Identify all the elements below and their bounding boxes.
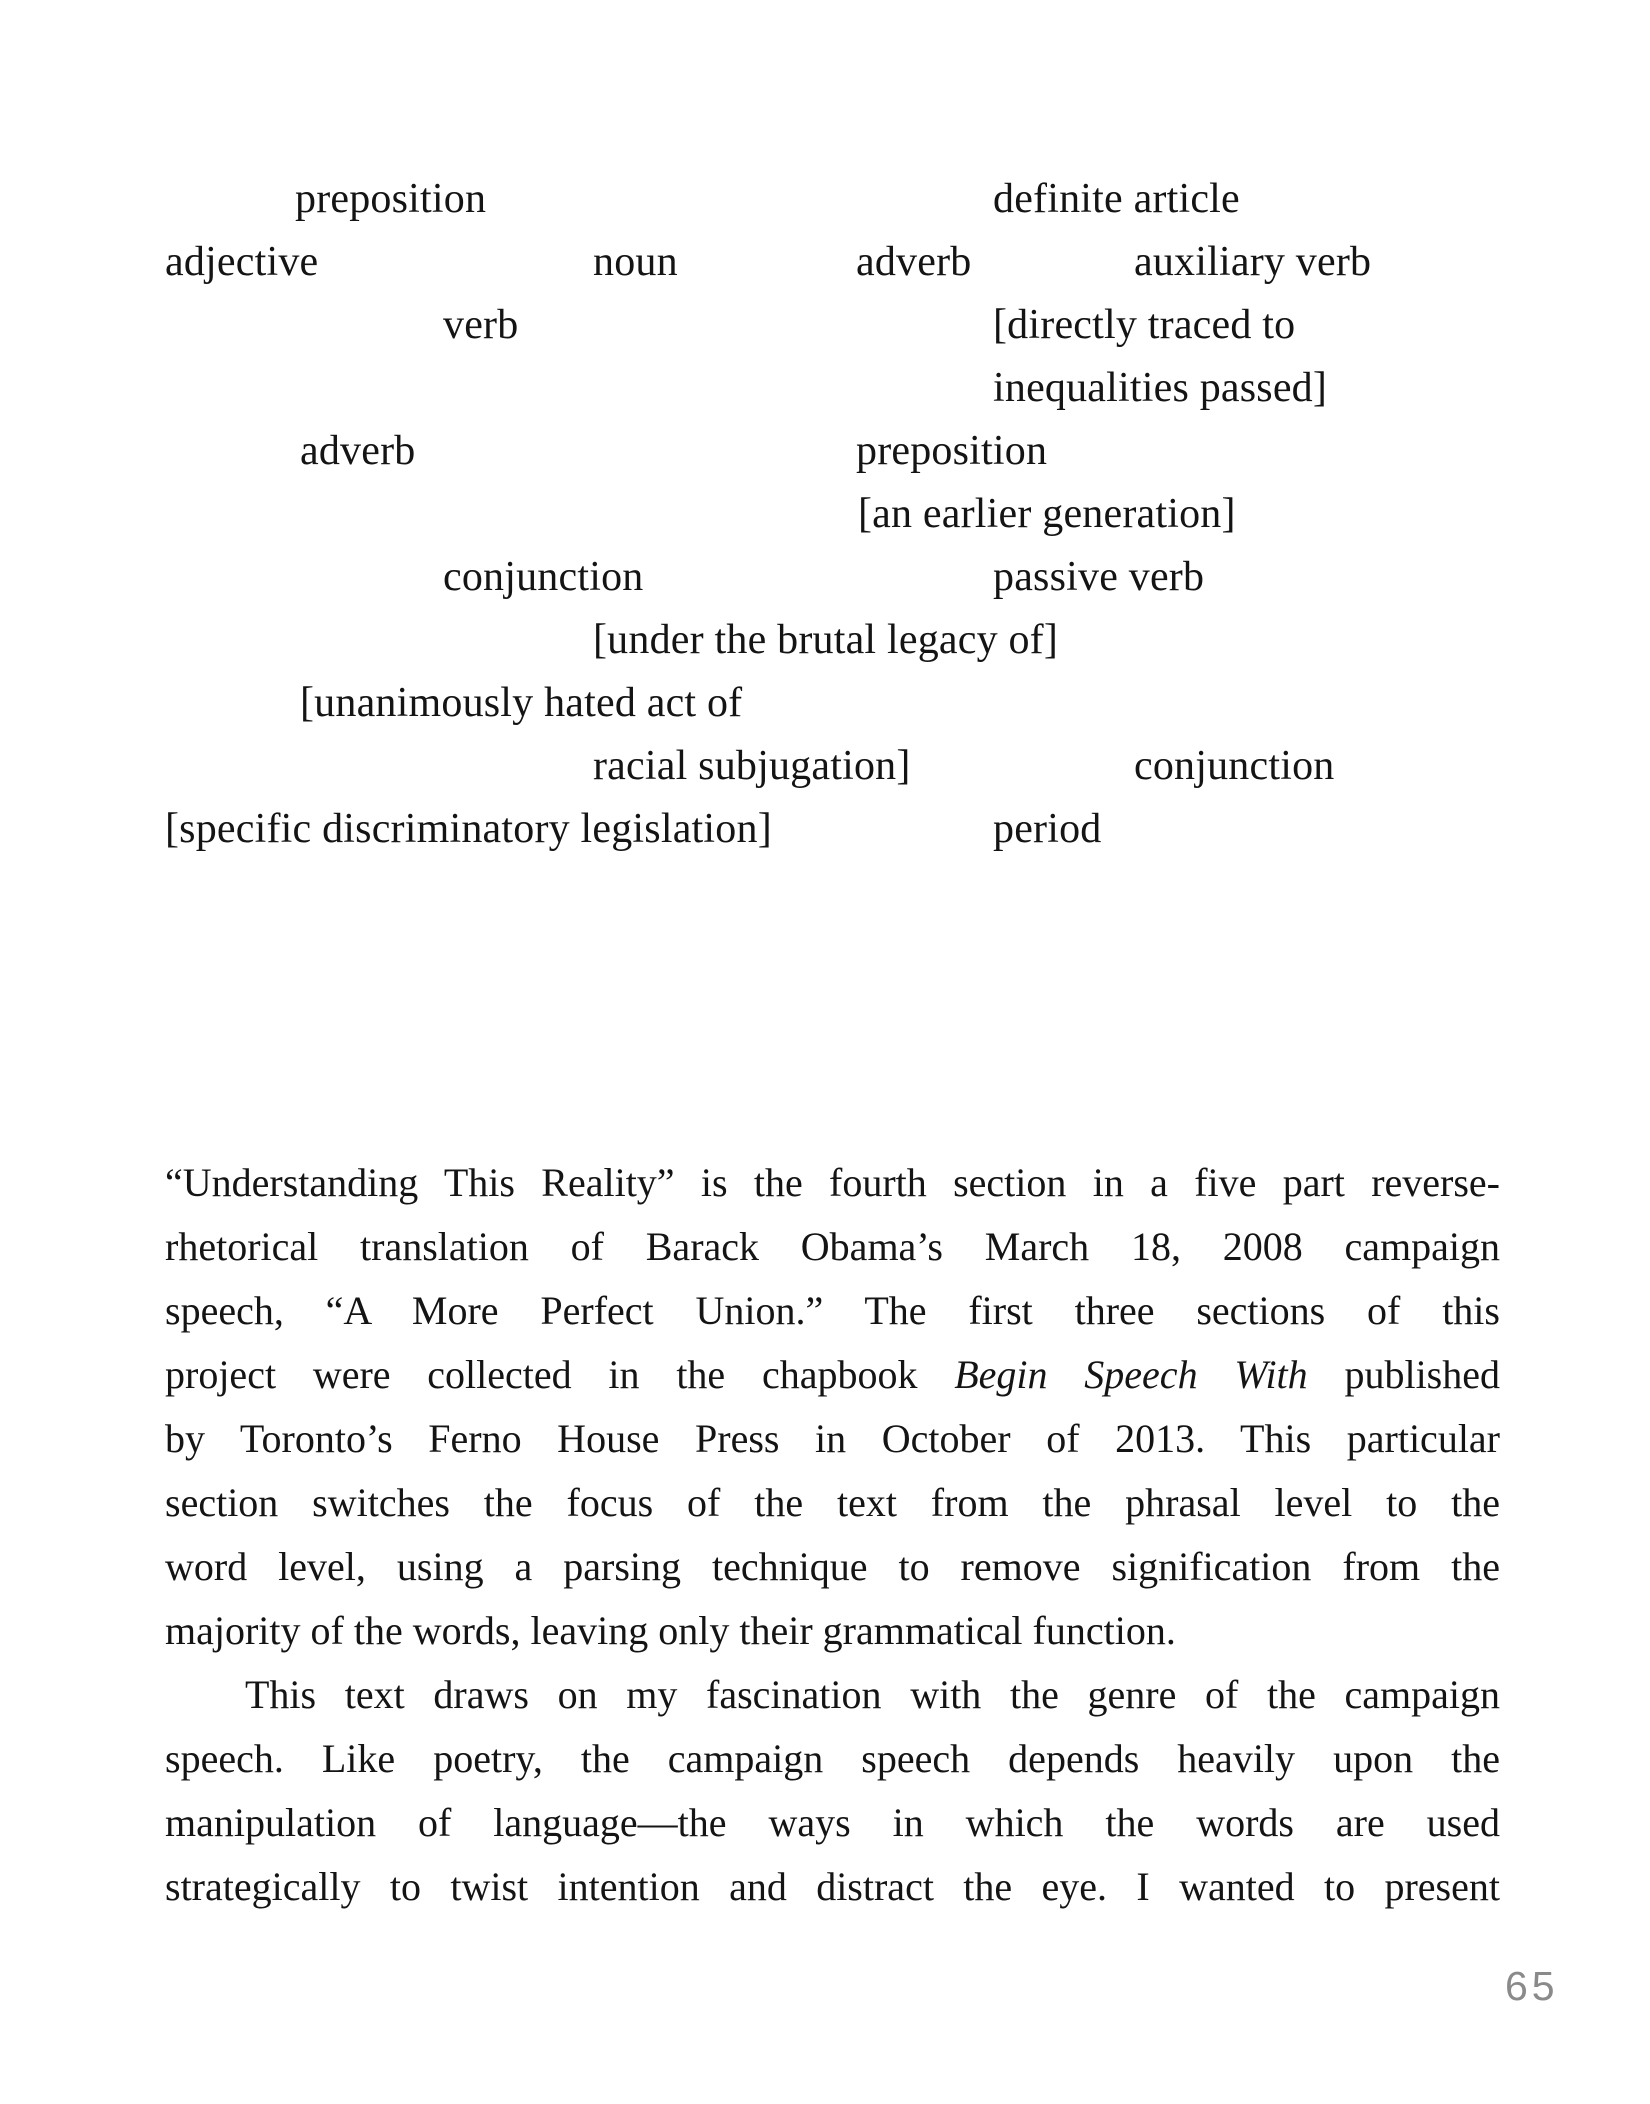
- poem-word: conjunction: [443, 554, 644, 600]
- chapbook-title: Begin Speech With: [954, 1352, 1308, 1397]
- prose-line: “Understanding This Reality” is the fourth section in a five part reverse-: [165, 1160, 1500, 1205]
- prose-line: [165, 1343, 1500, 1407]
- prose-line: word level, using a parsing technique to remove signification from the: [165, 1544, 1500, 1589]
- poem-word: [unanimously hated act of: [300, 680, 743, 726]
- prose-text: published: [1307, 1352, 1501, 1397]
- prose-block: [165, 1151, 1500, 1919]
- poem-word: passive verb: [993, 554, 1205, 600]
- poem-word: [specific discriminatory legislation]: [165, 806, 772, 852]
- prose-line: manipulation of language—the ways in which the words are used: [165, 1800, 1500, 1845]
- poem-word: noun: [593, 239, 678, 285]
- prose-text: project were collected in the chapbook: [165, 1352, 955, 1397]
- poem-word: adjective: [165, 239, 319, 285]
- poem-word: preposition: [856, 428, 1048, 474]
- prose-line: majority of the words, leaving only their grammatical function.: [165, 1608, 1176, 1653]
- prose-line: speech. Like poetry, the campaign speech depends heavily upon the: [165, 1736, 1500, 1781]
- poem-word: definite article: [993, 176, 1240, 222]
- poem-word: [under the brutal legacy of]: [593, 617, 1059, 663]
- poem-word: adverb: [300, 428, 416, 474]
- prose-line: rhetorical translation of Barack Obama’s March 18, 2008 campaign: [165, 1224, 1500, 1269]
- poem-word: adverb: [856, 239, 972, 285]
- poem-word: racial subjugation]: [593, 743, 911, 789]
- prose-line: section switches the focus of the text from the phrasal level to the: [165, 1480, 1500, 1525]
- poem-word: conjunction: [1134, 743, 1335, 789]
- prose-line: speech, “A More Perfect Union.” The first three sections of this: [165, 1288, 1500, 1333]
- poem-word: [an earlier generation]: [858, 491, 1236, 537]
- poem-word: preposition: [295, 176, 487, 222]
- poem-word: verb: [443, 302, 519, 348]
- poem-word: [directly traced to: [993, 302, 1296, 348]
- prose-line: This text draws on my fascination with the genre of the campaign: [245, 1672, 1500, 1717]
- prose-line: by Toronto’s Ferno House Press in October of 2013. This particular: [165, 1416, 1500, 1461]
- prose-line: strategically to twist intention and distract the eye. I wanted to present: [165, 1864, 1500, 1909]
- page-number: 65: [1505, 1963, 1559, 2009]
- poem-word: inequalities passed]: [993, 365, 1328, 411]
- poem-word: period: [993, 806, 1102, 852]
- poem-word: auxiliary verb: [1134, 239, 1372, 285]
